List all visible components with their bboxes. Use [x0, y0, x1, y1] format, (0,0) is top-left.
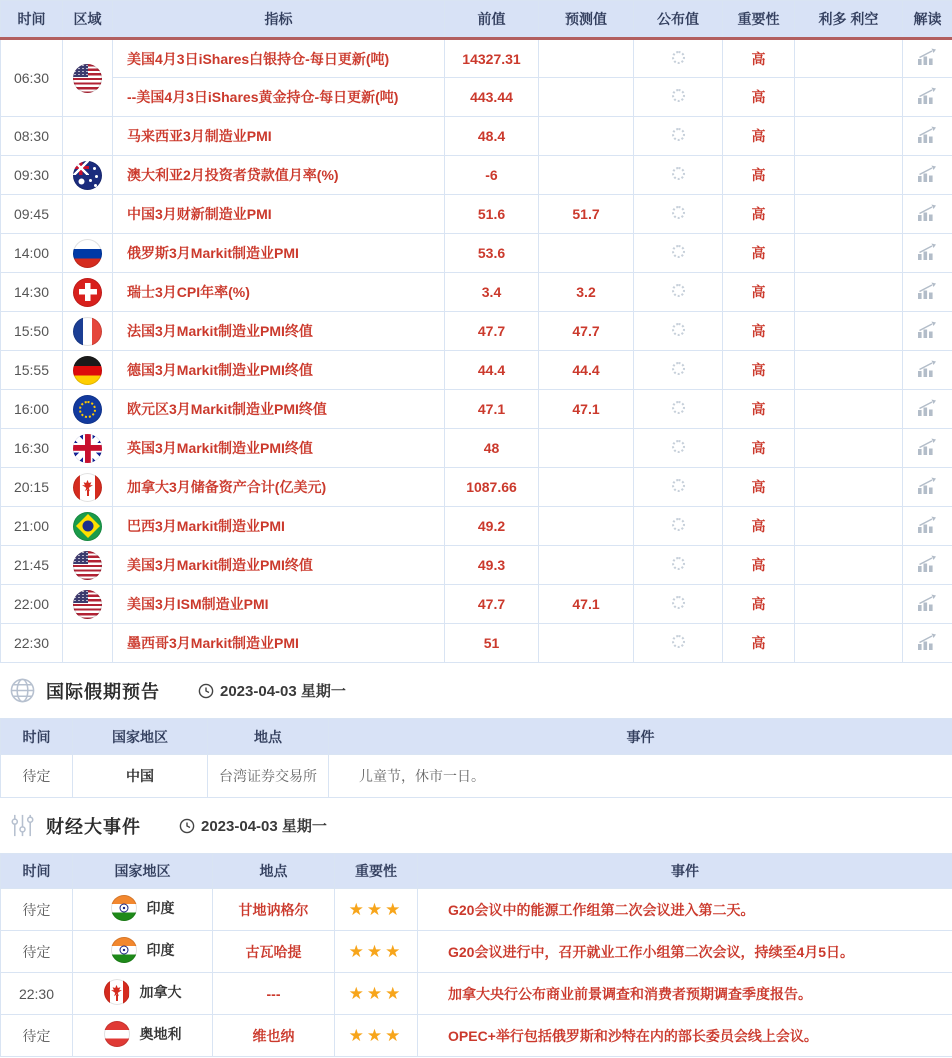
forecast-value-cell: 51.7	[539, 195, 634, 234]
importance-cell: 高	[723, 390, 795, 429]
column-header: 重要性	[723, 1, 795, 39]
indicator-link[interactable]: 美国3月ISM制造业PMI	[127, 596, 269, 612]
calendar-row	[1, 507, 952, 546]
forecast-value-cell: 47.1	[539, 390, 634, 429]
loading-spinner-icon	[672, 635, 685, 648]
event-cell: 儿童节，休市一日。	[329, 755, 952, 798]
chart-icon[interactable]	[916, 360, 939, 378]
indicator-link[interactable]: 欧元区3月Markit制造业PMI终值	[127, 401, 327, 417]
importance-stars: ★★★	[348, 1025, 404, 1045]
interpretation-cell	[903, 117, 952, 156]
flag-au-icon	[73, 161, 102, 190]
location-cell: 维也纳	[213, 1015, 335, 1057]
country-cell	[73, 1015, 213, 1057]
interpretation-cell	[903, 234, 952, 273]
events-date-text: 2023-04-03 星期一	[201, 818, 327, 835]
time-cell: 14:30	[1, 273, 63, 312]
country-name: 奥地利	[139, 1026, 182, 1042]
indicator-link[interactable]: 英国3月Markit制造业PMI终值	[127, 440, 313, 456]
region-cell	[63, 117, 113, 156]
sliders-icon	[9, 812, 36, 839]
forecast-value-cell	[539, 78, 634, 117]
published-value-cell	[634, 585, 723, 624]
event-cell: OPEC+举行包括俄罗斯和沙特在内的部长委员会线上会议。	[418, 1015, 952, 1057]
indicator-link[interactable]: 俄罗斯3月Markit制造业PMI	[127, 245, 299, 261]
forecast-value-cell: 3.2	[539, 273, 634, 312]
bull-bear-cell	[795, 585, 903, 624]
interpretation-cell	[903, 507, 952, 546]
chart-icon[interactable]	[916, 126, 939, 144]
forecast-value-cell	[539, 546, 634, 585]
flag-gb-icon	[73, 434, 102, 463]
indicator-cell	[113, 117, 445, 156]
importance-cell: 高	[723, 234, 795, 273]
published-value-cell	[634, 39, 723, 78]
column-header: 指标	[113, 1, 445, 39]
indicator-cell	[113, 195, 445, 234]
bull-bear-cell	[795, 78, 903, 117]
interpretation-cell	[903, 156, 952, 195]
event-row	[1, 973, 952, 1015]
indicator-link[interactable]: 美国4月3日iShares白银持仓-每日更新(吨)	[127, 50, 390, 67]
loading-spinner-icon	[672, 362, 685, 375]
indicator-cell	[113, 585, 445, 624]
forecast-value-cell	[539, 468, 634, 507]
published-value-cell	[634, 507, 723, 546]
time-cell: 15:55	[1, 351, 63, 390]
holiday-section-title: 国际假期预告	[46, 681, 160, 702]
interpretation-cell	[903, 312, 952, 351]
interpretation-cell	[903, 624, 952, 663]
country-cell: 中国	[73, 755, 208, 798]
importance-cell: 高	[723, 156, 795, 195]
previous-value-cell: 51	[445, 624, 539, 663]
chart-icon[interactable]	[916, 477, 939, 495]
previous-value-cell: 44.4	[445, 351, 539, 390]
calendar-row	[1, 273, 952, 312]
forecast-value-cell	[539, 234, 634, 273]
indicator-link[interactable]: 美国3月Markit制造业PMI终值	[127, 557, 313, 573]
chart-icon[interactable]	[916, 282, 939, 300]
indicator-link[interactable]: --美国4月3日iShares黄金持仓-每日更新(吨)	[127, 89, 399, 105]
previous-value-cell: 51.6	[445, 195, 539, 234]
time-cell: 22:30	[1, 624, 63, 663]
published-value-cell	[634, 429, 723, 468]
loading-spinner-icon	[672, 206, 685, 219]
published-value-cell	[634, 234, 723, 273]
indicator-cell	[113, 546, 445, 585]
column-header: 地点	[208, 719, 329, 755]
location-cell: 台湾证券交易所	[208, 755, 329, 798]
indicator-link[interactable]: 瑞士3月CPI年率(%)	[127, 284, 250, 300]
bull-bear-cell	[795, 273, 903, 312]
event-cell: G20会议进行中，召开就业工作小组第二次会议，持续至4月5日。	[418, 931, 952, 973]
column-header: 国家地区	[73, 854, 213, 889]
region-cell	[63, 585, 113, 624]
bull-bear-cell	[795, 507, 903, 546]
calendar-row	[1, 117, 952, 156]
calendar-row	[1, 585, 952, 624]
previous-value-cell: -6	[445, 156, 539, 195]
time-cell: 09:45	[1, 195, 63, 234]
region-cell	[63, 429, 113, 468]
loading-spinner-icon	[672, 401, 685, 414]
bull-bear-cell	[795, 390, 903, 429]
column-header: 地点	[213, 854, 335, 889]
calendar-row	[1, 429, 952, 468]
chart-icon[interactable]	[916, 633, 939, 651]
flag-de-icon	[73, 356, 102, 385]
indicator-link[interactable]: 德国3月Markit制造业PMI终值	[127, 362, 313, 378]
chart-icon[interactable]	[916, 87, 939, 105]
previous-value-cell: 14327.31	[445, 39, 539, 78]
forecast-value-cell: 44.4	[539, 351, 634, 390]
bull-bear-cell	[795, 195, 903, 234]
calendar-row	[1, 156, 952, 195]
importance-cell	[335, 931, 418, 973]
indicator-link[interactable]: 马来西亚3月制造业PMI	[127, 128, 272, 144]
previous-value-cell: 47.7	[445, 312, 539, 351]
flag-in-icon	[111, 895, 137, 921]
chart-icon[interactable]	[916, 321, 939, 339]
column-header: 事件	[329, 719, 952, 755]
importance-stars: ★★★	[348, 941, 404, 961]
indicator-cell	[113, 468, 445, 507]
published-value-cell	[634, 390, 723, 429]
loading-spinner-icon	[672, 596, 685, 609]
chart-icon[interactable]	[916, 399, 939, 417]
events-header-row	[1, 854, 952, 889]
chart-icon[interactable]	[916, 516, 939, 534]
calendar-row	[1, 39, 952, 78]
region-cell	[63, 195, 113, 234]
country-name: 印度	[146, 900, 175, 916]
interpretation-cell	[903, 39, 952, 78]
holiday-date-text: 2023-04-03 星期一	[220, 683, 346, 700]
previous-value-cell: 49.2	[445, 507, 539, 546]
location-cell: 甘地讷格尔	[213, 889, 335, 931]
forecast-value-cell	[539, 39, 634, 78]
flag-in-icon	[111, 937, 137, 963]
published-value-cell	[634, 468, 723, 507]
chart-icon[interactable]	[916, 555, 939, 573]
bull-bear-cell	[795, 117, 903, 156]
indicator-link[interactable]: 加拿大3月储备资产合计(亿美元)	[127, 479, 327, 495]
published-value-cell	[634, 78, 723, 117]
flag-ca-icon	[104, 979, 130, 1005]
importance-cell: 高	[723, 312, 795, 351]
indicator-cell	[113, 351, 445, 390]
time-cell: 待定	[1, 1015, 73, 1057]
previous-value-cell: 48	[445, 429, 539, 468]
importance-cell: 高	[723, 273, 795, 312]
country-wrap	[111, 895, 175, 921]
loading-spinner-icon	[672, 128, 685, 141]
column-header: 前值	[445, 1, 539, 39]
indicator-cell	[113, 390, 445, 429]
forecast-value-cell	[539, 156, 634, 195]
calendar-row	[1, 351, 952, 390]
calendar-row	[1, 624, 952, 663]
calendar-row	[1, 546, 952, 585]
chart-icon[interactable]	[916, 48, 939, 66]
calendar-header-row	[1, 1, 952, 39]
importance-cell: 高	[723, 624, 795, 663]
region-cell	[63, 507, 113, 546]
flag-eu-icon	[73, 395, 102, 424]
forecast-value-cell: 47.7	[539, 312, 634, 351]
indicator-cell	[113, 312, 445, 351]
column-header: 区域	[63, 1, 113, 39]
holiday-row	[1, 755, 952, 798]
holiday-header-row	[1, 719, 952, 755]
indicator-cell	[113, 156, 445, 195]
globe-icon	[9, 677, 36, 704]
importance-cell: 高	[723, 78, 795, 117]
country-cell	[73, 973, 213, 1015]
indicator-cell	[113, 429, 445, 468]
holiday-table	[0, 718, 952, 798]
importance-cell	[335, 973, 418, 1015]
indicator-cell	[113, 624, 445, 663]
importance-cell: 高	[723, 468, 795, 507]
interpretation-cell	[903, 351, 952, 390]
column-header: 预测值	[539, 1, 634, 39]
forecast-value-cell	[539, 429, 634, 468]
interpretation-cell	[903, 429, 952, 468]
event-row	[1, 1015, 952, 1057]
calendar-row	[1, 234, 952, 273]
country-cell	[73, 889, 213, 931]
bull-bear-cell	[795, 468, 903, 507]
importance-stars: ★★★	[348, 983, 404, 1003]
country-cell	[73, 931, 213, 973]
previous-value-cell: 1087.66	[445, 468, 539, 507]
previous-value-cell: 47.1	[445, 390, 539, 429]
flag-ca-icon	[73, 473, 102, 502]
published-value-cell	[634, 117, 723, 156]
indicator-link[interactable]: 澳大利亚2月投资者贷款值月率(%)	[127, 167, 339, 183]
time-cell: 14:00	[1, 234, 63, 273]
indicator-link[interactable]: 墨西哥3月Markit制造业PMI	[127, 635, 299, 651]
region-cell	[63, 234, 113, 273]
events-section-header	[0, 798, 952, 853]
published-value-cell	[634, 195, 723, 234]
region-cell	[63, 351, 113, 390]
flag-us-icon	[73, 590, 102, 619]
column-header: 解读	[903, 1, 952, 39]
calendar-row	[1, 390, 952, 429]
published-value-cell	[634, 312, 723, 351]
bull-bear-cell	[795, 234, 903, 273]
indicator-link[interactable]: 巴西3月Markit制造业PMI	[127, 518, 285, 534]
time-cell: 09:30	[1, 156, 63, 195]
loading-spinner-icon	[672, 89, 685, 102]
region-cell	[63, 312, 113, 351]
time-cell: 16:30	[1, 429, 63, 468]
flag-ru-icon	[73, 239, 102, 268]
region-cell	[63, 546, 113, 585]
indicator-cell	[113, 273, 445, 312]
chart-icon[interactable]	[916, 204, 939, 222]
bull-bear-cell	[795, 546, 903, 585]
region-cell	[63, 273, 113, 312]
previous-value-cell: 49.3	[445, 546, 539, 585]
bull-bear-cell	[795, 429, 903, 468]
published-value-cell	[634, 546, 723, 585]
region-cell	[63, 390, 113, 429]
country-name: 加拿大	[139, 984, 182, 1000]
previous-value-cell: 3.4	[445, 273, 539, 312]
calendar-row	[1, 78, 952, 117]
loading-spinner-icon	[672, 440, 685, 453]
calendar-row	[1, 312, 952, 351]
events-section-title: 财经大事件	[46, 816, 141, 837]
interpretation-cell	[903, 78, 952, 117]
indicator-cell	[113, 507, 445, 546]
flag-us-icon	[73, 64, 102, 93]
events-table	[0, 853, 952, 1057]
interpretation-cell	[903, 273, 952, 312]
flag-at-icon	[104, 1021, 130, 1047]
importance-cell: 高	[723, 546, 795, 585]
indicator-link[interactable]: 中国3月财新制造业PMI	[127, 206, 272, 222]
region-cell	[63, 39, 113, 117]
column-header: 利多 利空	[795, 1, 903, 39]
column-header: 时间	[1, 854, 73, 889]
event-cell: G20会议中的能源工作组第二次会议进入第二天。	[418, 889, 952, 931]
chart-icon[interactable]	[916, 594, 939, 612]
flag-us-icon	[73, 551, 102, 580]
holiday-section-date	[198, 680, 346, 701]
location-cell: ---	[213, 973, 335, 1015]
indicator-cell	[113, 234, 445, 273]
importance-cell: 高	[723, 429, 795, 468]
flag-br-icon	[73, 512, 102, 541]
time-cell: 22:30	[1, 973, 73, 1015]
region-cell	[63, 624, 113, 663]
importance-cell	[335, 889, 418, 931]
time-cell: 20:15	[1, 468, 63, 507]
importance-cell: 高	[723, 585, 795, 624]
country-wrap	[104, 979, 182, 1005]
importance-stars: ★★★	[348, 899, 404, 919]
previous-value-cell: 48.4	[445, 117, 539, 156]
column-header: 公布值	[634, 1, 723, 39]
chart-icon[interactable]	[916, 165, 939, 183]
time-cell: 16:00	[1, 390, 63, 429]
event-row	[1, 889, 952, 931]
events-section-date	[179, 815, 327, 836]
previous-value-cell: 47.7	[445, 585, 539, 624]
forecast-value-cell	[539, 117, 634, 156]
previous-value-cell: 443.44	[445, 78, 539, 117]
importance-cell: 高	[723, 351, 795, 390]
published-value-cell	[634, 156, 723, 195]
forecast-value-cell	[539, 507, 634, 546]
column-header: 时间	[1, 719, 73, 755]
interpretation-cell	[903, 585, 952, 624]
loading-spinner-icon	[672, 557, 685, 570]
column-header: 重要性	[335, 854, 418, 889]
importance-cell: 高	[723, 507, 795, 546]
country-wrap	[104, 1021, 182, 1047]
chart-icon[interactable]	[916, 243, 939, 261]
event-row	[1, 931, 952, 973]
interpretation-cell	[903, 390, 952, 429]
importance-cell: 高	[723, 39, 795, 78]
forecast-value-cell	[539, 624, 634, 663]
indicator-cell	[113, 39, 445, 78]
calendar-row	[1, 468, 952, 507]
time-cell: 22:00	[1, 585, 63, 624]
indicator-cell	[113, 78, 445, 117]
chart-icon[interactable]	[916, 438, 939, 456]
importance-cell	[335, 1015, 418, 1057]
flag-ch-icon	[73, 278, 102, 307]
bull-bear-cell	[795, 39, 903, 78]
column-header: 时间	[1, 1, 63, 39]
loading-spinner-icon	[672, 479, 685, 492]
holiday-section-header	[0, 663, 952, 718]
event-cell: 加拿大央行公布商业前景调查和消费者预期调查季度报告。	[418, 973, 952, 1015]
interpretation-cell	[903, 546, 952, 585]
bull-bear-cell	[795, 156, 903, 195]
time-cell: 待定	[1, 931, 73, 973]
loading-spinner-icon	[672, 167, 685, 180]
loading-spinner-icon	[672, 518, 685, 531]
importance-cell: 高	[723, 117, 795, 156]
loading-spinner-icon	[672, 245, 685, 258]
loading-spinner-icon	[672, 51, 685, 64]
clock-icon	[179, 818, 195, 834]
region-cell	[63, 156, 113, 195]
time-cell: 15:50	[1, 312, 63, 351]
interpretation-cell	[903, 468, 952, 507]
region-cell	[63, 468, 113, 507]
loading-spinner-icon	[672, 323, 685, 336]
bull-bear-cell	[795, 624, 903, 663]
importance-cell: 高	[723, 195, 795, 234]
flag-fr-icon	[73, 317, 102, 346]
bull-bear-cell	[795, 312, 903, 351]
time-cell: 待定	[1, 755, 73, 798]
time-cell: 06:30	[1, 39, 63, 117]
time-cell: 待定	[1, 889, 73, 931]
loading-spinner-icon	[672, 284, 685, 297]
interpretation-cell	[903, 195, 952, 234]
calendar-row	[1, 195, 952, 234]
country-wrap	[111, 937, 175, 963]
published-value-cell	[634, 351, 723, 390]
forecast-value-cell: 47.1	[539, 585, 634, 624]
time-cell: 21:45	[1, 546, 63, 585]
indicator-link[interactable]: 法国3月Markit制造业PMI终值	[127, 323, 313, 339]
previous-value-cell: 53.6	[445, 234, 539, 273]
location-cell: 古瓦哈提	[213, 931, 335, 973]
column-header: 事件	[418, 854, 952, 889]
time-cell: 21:00	[1, 507, 63, 546]
country-name: 印度	[146, 942, 175, 958]
published-value-cell	[634, 624, 723, 663]
time-cell: 08:30	[1, 117, 63, 156]
bull-bear-cell	[795, 351, 903, 390]
column-header: 国家地区	[73, 719, 208, 755]
clock-icon	[198, 683, 214, 699]
published-value-cell	[634, 273, 723, 312]
